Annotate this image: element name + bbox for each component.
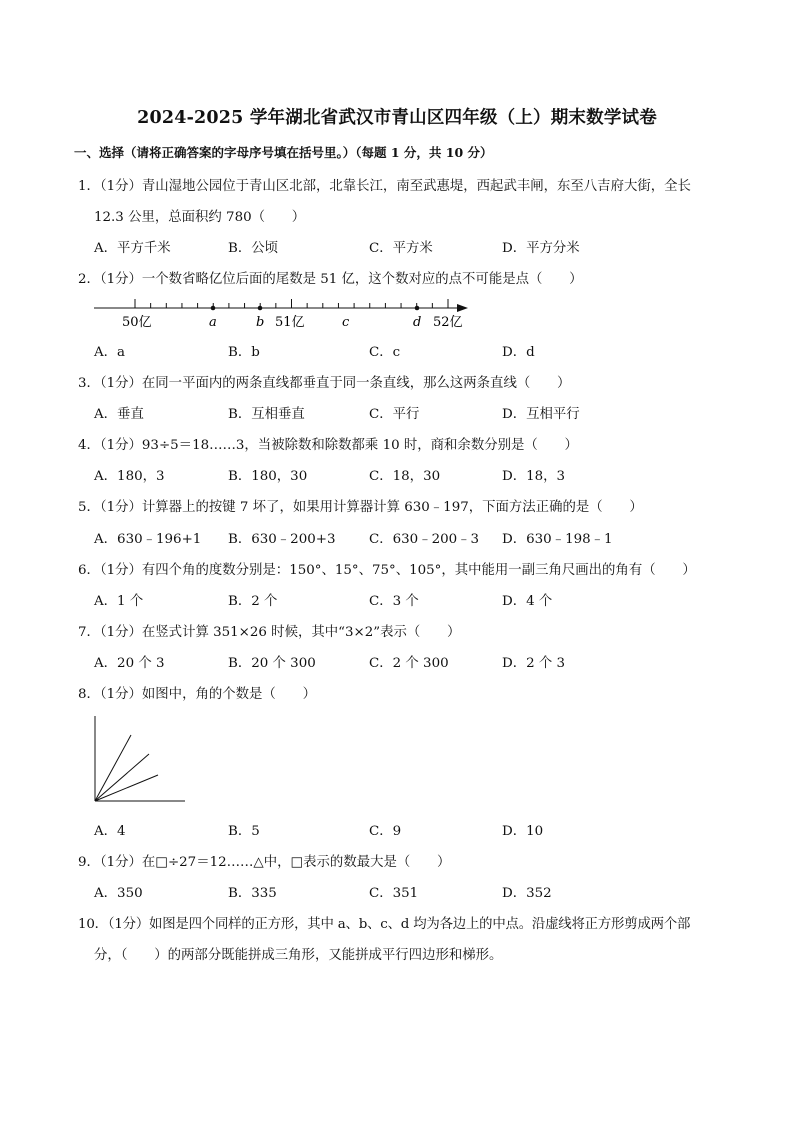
label-a: a	[209, 315, 217, 330]
angle-figure	[88, 712, 192, 806]
question-9-stem: 9．（1分）在□÷27＝12……△中，□表示的数最大是（ ）	[78, 855, 451, 870]
question-8-stem: 8．（1分）如图中，角的个数是（ ）	[78, 687, 316, 702]
question-2-stem: 2．（1分）一个数省略亿位后面的尾数是 51 亿，这个数对应的点不可能是点（ ）	[78, 272, 583, 287]
option-a[interactable]: A．20 个 3	[94, 656, 165, 671]
option-d[interactable]: D．630﹣198﹣1	[502, 532, 613, 547]
question-3-stem: 3．（1分）在同一平面内的两条直线都垂直于同一条直线，那么这两条直线（ ）	[78, 376, 571, 391]
option-d[interactable]: D．352	[502, 886, 552, 901]
label-52yi: 52亿	[433, 315, 463, 330]
option-a[interactable]: A．180，3	[94, 469, 165, 484]
option-b[interactable]: B．335	[228, 886, 277, 901]
option-c[interactable]: C．3 个	[369, 594, 419, 609]
question-7-stem: 7．（1分）在竖式计算 351×26 时候，其中“3×2”表示（ ）	[78, 625, 461, 640]
option-c[interactable]: C．9	[369, 824, 402, 839]
label-51yi: 51亿	[275, 315, 305, 330]
option-b[interactable]: B．2 个	[228, 594, 278, 609]
point-b-dot	[258, 306, 263, 311]
option-b[interactable]: B．b	[228, 345, 260, 360]
number-line-ticks	[135, 299, 448, 308]
label-c: c	[342, 315, 350, 330]
option-a[interactable]: A．4	[94, 824, 126, 839]
option-d[interactable]: D．2 个 3	[502, 656, 566, 671]
option-c[interactable]: C．18，30	[369, 469, 441, 484]
angle-ray-2	[95, 754, 149, 801]
label-d: d	[413, 315, 422, 330]
point-a-dot	[211, 306, 216, 311]
question-3-options	[94, 403, 714, 421]
option-d[interactable]: D．18，3	[502, 469, 566, 484]
option-d[interactable]: D．d	[502, 345, 535, 360]
question-10-stem-cont: 分，（ ）的两部分既能拼成三角形，又能拼成平行四边形和梯形。	[94, 948, 503, 963]
question-4-stem: 4．（1分）93÷5＝18……3，当被除数和除数都乘 10 时，商和余数分别是（ ）	[78, 438, 578, 453]
page-title: 2024-2025 学年湖北省武汉市青山区四年级（上）期末数学试卷	[137, 108, 657, 128]
option-b[interactable]: B．20 个 300	[228, 656, 316, 671]
option-d[interactable]: D．互相平行	[502, 407, 580, 422]
question-9-options	[94, 882, 714, 900]
option-b[interactable]: B．互相垂直	[228, 407, 305, 422]
option-a[interactable]: A．垂直	[94, 407, 144, 422]
question-5-stem: 5．（1分）计算器上的按键 7 坏了，如果用计算器计算 630﹣197，下面方法正确的是（ ）	[78, 500, 643, 515]
question-7-options	[94, 652, 714, 670]
question-6-stem: 6．（1分）有四个角的度数分别是：150°、15°、75°、105°，其中能用一副三角尺画出的角有（ ）	[78, 563, 696, 578]
option-c[interactable]: C．630﹣200﹣3	[369, 532, 480, 547]
question-4-options	[94, 465, 714, 483]
question-1-stem: 1．（1分）青山湿地公园位于青山区北部，北靠长江，南至武惠堤，西起武丰闸，东至八吉府大街，全长	[78, 179, 691, 194]
question-10-stem: 10．（1分）如图是四个同样的正方形，其中 a、b、c、d 均为各边上的中点。沿虚线将正方形剪成两个部	[78, 917, 691, 932]
option-d[interactable]: D．4 个	[502, 594, 553, 609]
angle-ray-3	[95, 775, 158, 801]
option-a[interactable]: A．平方千米	[94, 241, 171, 256]
label-b: b	[256, 315, 265, 330]
question-2-options	[94, 341, 714, 359]
option-a[interactable]: A．630﹣196+1	[94, 532, 202, 547]
question-6-options	[94, 590, 714, 608]
option-c[interactable]: C．c	[369, 345, 401, 360]
option-b[interactable]: B．630﹣200+3	[228, 532, 336, 547]
option-d[interactable]: D．平方分米	[502, 241, 580, 256]
question-1-options	[94, 237, 714, 255]
question-1-stem-cont: 12.3 公里，总面积约 780（ ）	[94, 210, 306, 225]
option-b[interactable]: B．公顷	[228, 241, 279, 256]
number-line-arrow	[457, 304, 468, 312]
option-a[interactable]: A．350	[94, 886, 143, 901]
question-5-options	[94, 528, 714, 546]
option-a[interactable]: A．1 个	[94, 594, 144, 609]
question-8-options	[94, 820, 714, 838]
option-a[interactable]: A．a	[94, 345, 126, 360]
option-c[interactable]: C．平行	[369, 407, 420, 422]
option-b[interactable]: B．5	[228, 824, 260, 839]
option-d[interactable]: D．10	[502, 824, 544, 839]
section-heading: 一、选择（请将正确答案的字母序号填在括号里。）（每题 1 分，共 10 分）	[74, 145, 493, 160]
option-c[interactable]: C．2 个 300	[369, 656, 449, 671]
angle-ray-1	[95, 735, 131, 801]
point-d-dot	[415, 306, 420, 311]
number-line-figure	[88, 296, 478, 334]
option-c[interactable]: C．平方米	[369, 241, 433, 256]
option-c[interactable]: C．351	[369, 886, 419, 901]
label-50yi: 50亿	[122, 315, 152, 330]
option-b[interactable]: B．180，30	[228, 469, 308, 484]
